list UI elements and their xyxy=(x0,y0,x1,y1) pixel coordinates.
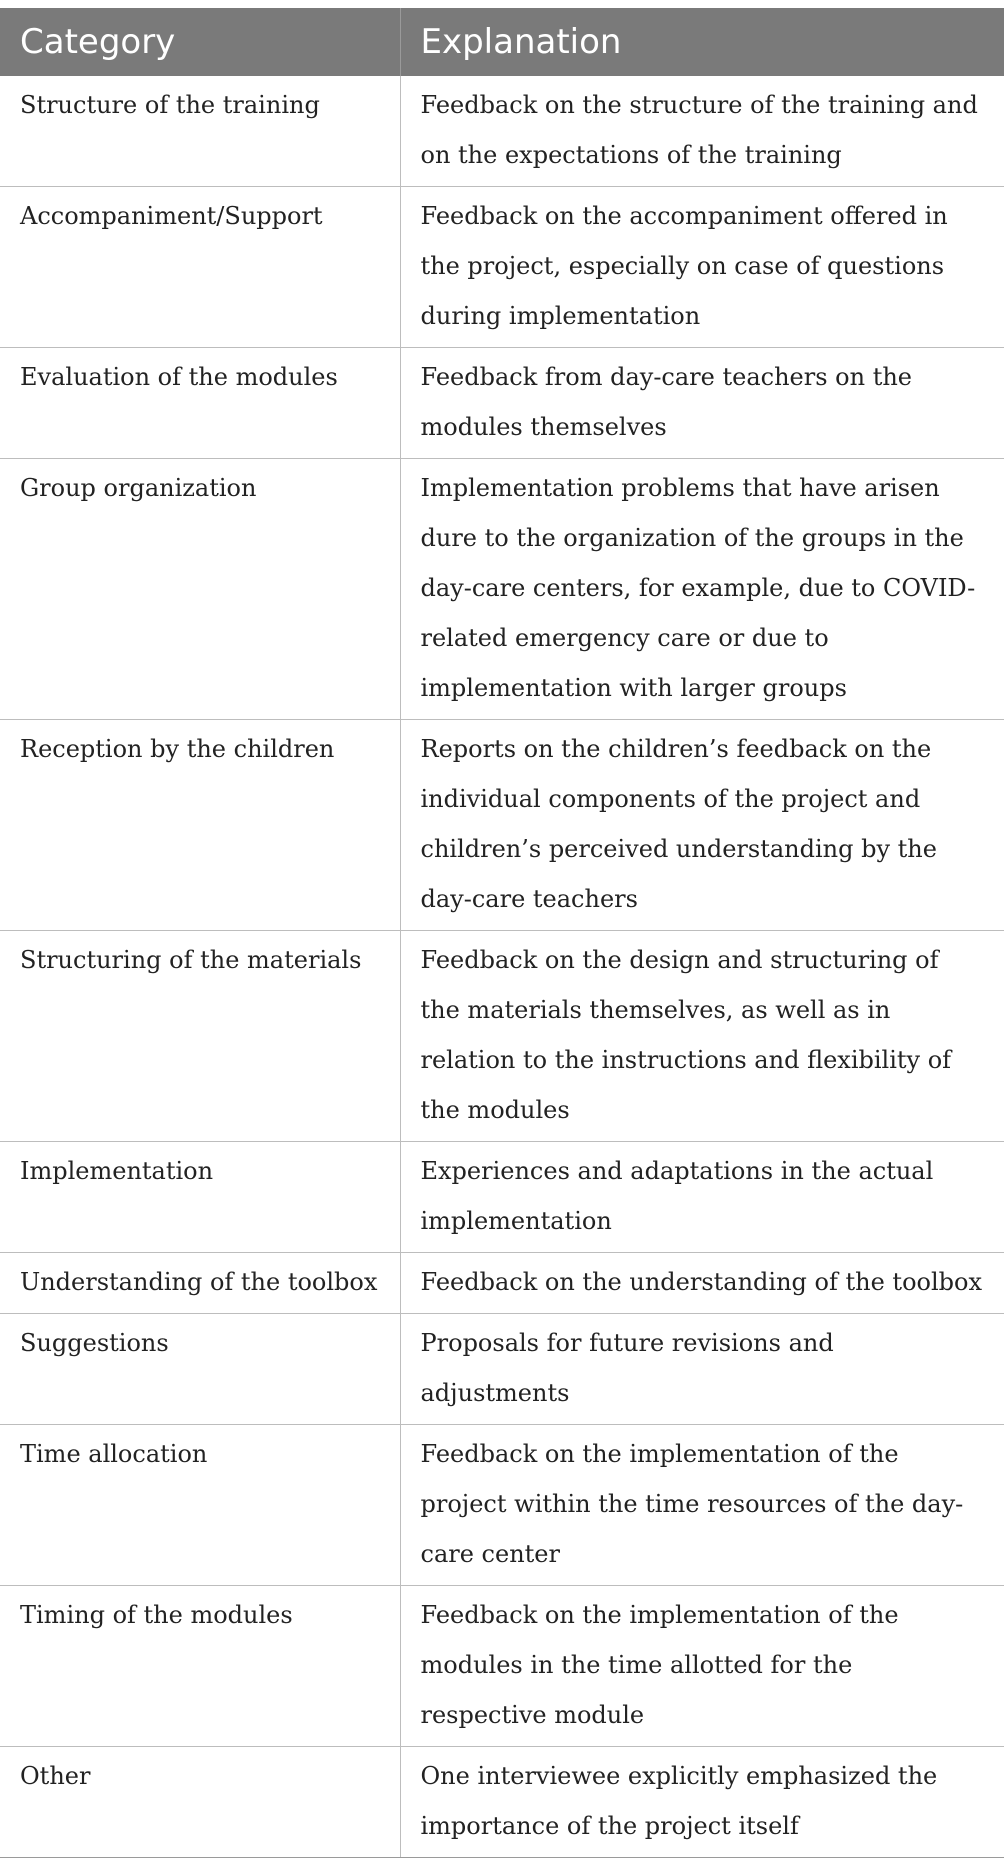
table-row xyxy=(0,348,1004,459)
row-explanation: Feedback on the structure of the training and on the expectations of the training xyxy=(400,76,1004,187)
table-row xyxy=(0,720,1004,931)
table-body xyxy=(0,76,1004,1858)
row-category: Structuring of the materials xyxy=(0,931,400,1142)
table-row xyxy=(0,1747,1004,1858)
row-category: Timing of the modules xyxy=(0,1586,400,1747)
table-row xyxy=(0,459,1004,720)
row-explanation: Feedback on the implementation of the modules in the time allotted for the respective module xyxy=(400,1586,1004,1747)
row-explanation: Experiences and adaptations in the actual implementation xyxy=(400,1142,1004,1253)
table-row xyxy=(0,1253,1004,1314)
category-table xyxy=(0,8,1004,1858)
table-row xyxy=(0,1425,1004,1586)
row-explanation: One interviewee explicitly emphasized the importance of the project itself xyxy=(400,1747,1004,1858)
table-row xyxy=(0,187,1004,348)
table-row xyxy=(0,1586,1004,1747)
header-row xyxy=(0,8,1004,76)
row-category: Understanding of the toolbox xyxy=(0,1253,400,1314)
row-explanation: Feedback on the accompaniment offered in the project, especially on case of questions during implementation xyxy=(400,187,1004,348)
row-explanation: Implementation problems that have arisen dure to the organization of the groups in the day-care centers, for example, due to COVID-related emergency care or due to implementation with larger groups xyxy=(400,459,1004,720)
row-explanation: Feedback from day-care teachers on the modules themselves xyxy=(400,348,1004,459)
row-category: Suggestions xyxy=(0,1314,400,1425)
table-row xyxy=(0,931,1004,1142)
row-explanation: Feedback on the design and structuring of the materials themselves, as well as in relation to the instructions and flexibility of the modules xyxy=(400,931,1004,1142)
row-explanation: Feedback on the understanding of the toolbox xyxy=(400,1253,1004,1314)
row-explanation: Reports on the children’s feedback on the individual components of the project and children’s perceived understanding by the day-care teachers xyxy=(400,720,1004,931)
row-category: Reception by the children xyxy=(0,720,400,931)
header-explanation: Explanation xyxy=(400,8,1004,76)
row-category: Group organization xyxy=(0,459,400,720)
table-container xyxy=(0,8,1004,1858)
row-category: Time allocation xyxy=(0,1425,400,1586)
row-category: Implementation xyxy=(0,1142,400,1253)
row-category: Accompaniment/Support xyxy=(0,187,400,348)
table-header xyxy=(0,8,1004,76)
header-category: Category xyxy=(0,8,400,76)
row-category: Structure of the training xyxy=(0,76,400,187)
table-row xyxy=(0,1314,1004,1425)
row-category: Other xyxy=(0,1747,400,1858)
table-row xyxy=(0,1142,1004,1253)
row-explanation: Proposals for future revisions and adjustments xyxy=(400,1314,1004,1425)
row-explanation: Feedback on the implementation of the project within the time resources of the day-care center xyxy=(400,1425,1004,1586)
table-row xyxy=(0,76,1004,187)
row-category: Evaluation of the modules xyxy=(0,348,400,459)
